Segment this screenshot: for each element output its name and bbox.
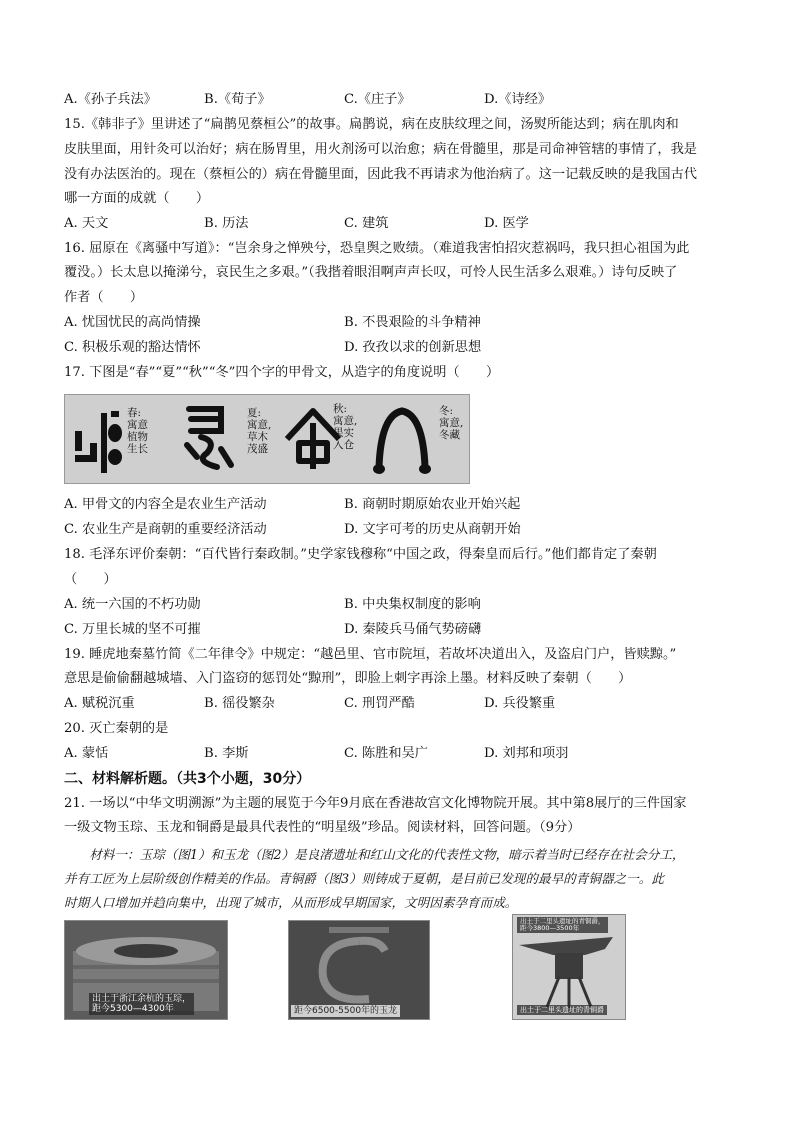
q16-stem-line: 覆没。）长太息以掩涕兮，哀民生之多艰。”（我揩着眼泪啊声声长叹，可怜人民生活多么艰难。）诗句反映了 xyxy=(64,265,678,280)
q14-option-d: D.《诗经》 xyxy=(484,92,552,107)
jade-cong-photo xyxy=(64,920,228,1020)
oracle-spring-glyph-icon xyxy=(71,403,129,477)
q19-stem-line: 19. 睡虎地秦墓竹简《二年律令》中规定：“越邑里、官市院垣，若故坏决道出入，及盗启门户，皆赎黥。” xyxy=(64,647,677,662)
q16-option-c: C. 积极乐观的豁达情怀 xyxy=(64,340,201,355)
q21-material-line: 并有工匠为上层阶级创作精美的作品。青铜爵（图3）则铸成于夏朝，是目前已发现的最早的青铜器之一。此 xyxy=(64,871,664,886)
q14-option-a: A.《孙子兵法》 xyxy=(64,92,157,107)
oracle-winter-label: 冬: 寓意, 冬藏 xyxy=(439,405,464,441)
q15-stem-line: 皮肤里面，用针灸可以治好；病在肠胃里，用火剂汤可以治愈；病在骨髓里，那是司命神管辖的事情了，我是 xyxy=(64,142,697,157)
q20-option-b: B. 李斯 xyxy=(204,746,249,761)
q17-stem-line: 17. 下图是“春”“夏”“秋”“冬”四个字的甲骨文，从造字的角度说明（ ） xyxy=(64,365,500,380)
q16-option-b: B. 不畏艰险的斗争精神 xyxy=(344,315,481,330)
q16-option-a: A. 忧国忧民的高尚情操 xyxy=(64,315,201,330)
q18-option-b: B. 中央集权制度的影响 xyxy=(344,597,481,612)
q15-stem-line: 哪一方面的成就（ ） xyxy=(64,191,210,206)
q18-stem-line: 18. 毛泽东评价秦朝：“百代皆行秦政制。”史学家钱穆称“中国之政，得秦皇而后行。”他们都肯定了秦朝 xyxy=(64,547,657,562)
q19-option-c: C. 刑罚严酷 xyxy=(344,696,415,711)
q19-option-b: B. 徭役繁杂 xyxy=(204,696,275,711)
q16-option-d: D. 孜孜以求的创新思想 xyxy=(344,340,482,355)
bronze-jue-caption: 出土于二里头遗址的青铜爵 xyxy=(517,1005,607,1015)
q18-option-a: A. 统一六国的不朽功勋 xyxy=(64,597,201,612)
q19-option-a: A. 赋税沉重 xyxy=(64,696,135,711)
q21-material-line: 材料一：玉琮（图1）和玉龙（图2）是良渚遗址和红山文化的代表性文物，暗示着当时已经存在社会分工， xyxy=(64,847,685,862)
q20-option-a: A. 蒙恬 xyxy=(64,746,109,761)
section-heading: 二、材料解析题。（共3个小题，30分） xyxy=(64,771,311,787)
q20-stem-line: 20. 灭亡秦朝的是 xyxy=(64,721,169,736)
q16-stem-line: 作者（ ） xyxy=(64,290,144,305)
jade-dragon-photo xyxy=(288,920,430,1020)
jade-cong-caption: 出土于浙江余杭的玉琮， 距今5300—4300年 xyxy=(89,993,194,1015)
q21-stem-line: 21. 一场以“中华文明溯源”为主题的展览于今年9月底在香港故宫文化博物院开展。其中第8展厅的三件国家 xyxy=(64,796,687,811)
oracle-autumn-label: 秋: 寓意, 果实 入仓 xyxy=(333,403,358,451)
oracle-spring-label: 春: 寓意 植物 生长 xyxy=(127,407,148,455)
q14-option-b: B.《荀子》 xyxy=(204,92,271,107)
q19-stem-line: 意思是偷偷翻越城墙、入门盗窃的惩罚处“黥刑”，即脸上刺字再涂上墨。材料反映了秦朝（ ） xyxy=(64,671,632,686)
q17-option-b: B. 商朝时期原始农业开始兴起 xyxy=(344,497,521,512)
q17-option-c: C. 农业生产是商朝的重要经济活动 xyxy=(64,522,267,537)
q19-option-d: D. 兵役繁重 xyxy=(484,696,556,711)
q15-option-d: D. 医学 xyxy=(484,216,529,231)
oracle-bone-figure xyxy=(64,394,470,484)
q18-option-d: D. 秦陵兵马俑气势磅礴 xyxy=(344,622,482,637)
q15-option-c: C. 建筑 xyxy=(344,216,389,231)
q17-option-a: A. 甲骨文的内容全是农业生产活动 xyxy=(64,497,267,512)
q15-stem-line: 没有办法医治的。现在（蔡桓公的）病在骨髓里面，因此我不再请求为他治病了。这一记载反映的是我国古代 xyxy=(64,167,697,182)
q20-option-d: D. 刘邦和项羽 xyxy=(484,746,569,761)
q18-stem-line: （ ） xyxy=(64,572,117,587)
bronze-jue-top-caption: 出土于二里头遗址的青铜爵， 距今3800—3500年 xyxy=(517,917,608,933)
oracle-summer-label: 夏: 寓意, 草木 茂盛 xyxy=(247,407,272,455)
q18-option-c: C. 万里长城的坚不可摧 xyxy=(64,622,201,637)
oracle-summer-glyph-icon xyxy=(177,401,239,479)
q15-option-a: A. 天文 xyxy=(64,216,109,231)
jade-dragon-caption: 距今6500-5500年的玉龙 xyxy=(291,1005,400,1017)
q14-option-c: C.《庄子》 xyxy=(344,92,411,107)
q21-stem-line: 一级文物玉琮、玉龙和铜爵是最具代表性的“明星级”珍品。阅读材料，回答问题。（9分） xyxy=(64,820,581,835)
q15-stem-line: 15.《韩非子》里讲述了“扁鹊见蔡桓公”的故事。扁鹊说，病在皮肤纹理之间，汤熨所能达到；病在肌肉和 xyxy=(64,117,679,132)
q17-option-d: D. 文字可考的历史从商朝开始 xyxy=(344,522,521,537)
q21-material-line: 时期人口增加并趋向集中，出现了城市，从而形成早期国家，文明因素孕育而成。 xyxy=(64,895,518,910)
q15-option-b: B. 历法 xyxy=(204,216,249,231)
bronze-jue-photo xyxy=(512,914,626,1020)
q20-option-c: C. 陈胜和吴广 xyxy=(344,746,428,761)
q16-stem-line: 16. 屈原在《离骚中写道》：“岂余身之惮殃兮，恐皇舆之败绩。（难道我害怕招灾惹祸吗，我只担心祖国为此 xyxy=(64,241,690,256)
oracle-winter-glyph-icon xyxy=(371,401,433,479)
